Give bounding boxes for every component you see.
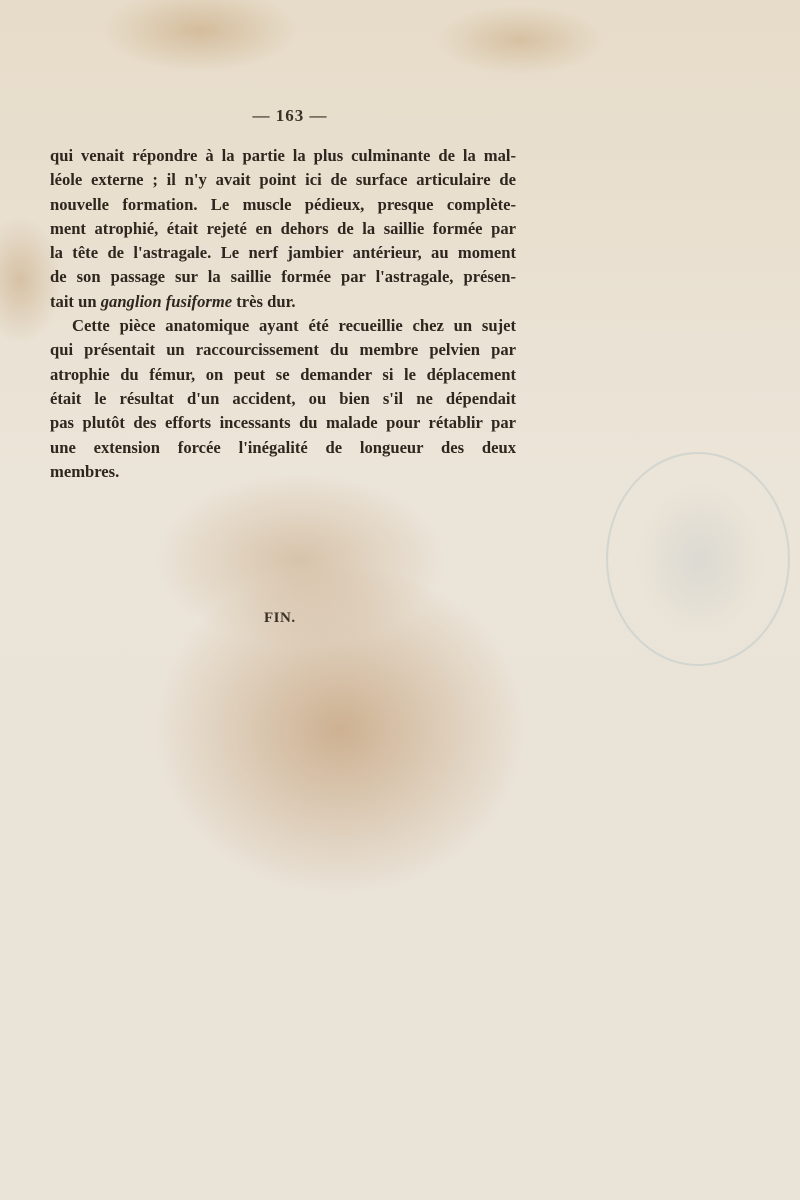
text-line: [50, 290, 516, 314]
text-line: Cette pièce anatomique ayant été recueillie chez un sujet: [72, 316, 516, 336]
text-line: ment atrophié, était rejeté en dehors de la saillie formée par: [50, 218, 516, 238]
end-mark: FIN.: [264, 610, 296, 626]
body-text: [50, 144, 516, 484]
paragraph-1: [50, 144, 516, 314]
text-segment: très dur.: [232, 291, 296, 311]
text-line: léole externe ; il n'y avait point ici de surface articulaire de: [50, 170, 516, 190]
text-line: qui présentait un raccourcissement du membre pelvien par: [50, 340, 516, 360]
text-segment: tait un: [50, 291, 101, 311]
text-line: la tête de l'astragale. Le nerf jambier antérieur, au moment: [50, 243, 516, 263]
text-line: qui venait répondre à la partie la plus culminante de la mal-: [50, 146, 516, 165]
paragraph-2: [50, 314, 516, 484]
text-line: une extension forcée l'inégalité de longueur des deux: [50, 437, 516, 457]
text-line: nouvelle formation. Le muscle pédieux, presque complète-: [50, 194, 516, 214]
library-stamp: [606, 452, 790, 666]
text-line: atrophie du fémur, on peut se demander si le déplacement: [50, 364, 516, 384]
text-line: était le résultat d'un accident, ou bien s'il ne dépendait: [50, 388, 516, 408]
text-line: de son passage sur la saillie formée par l'astragale, présen-: [50, 267, 516, 287]
italic-term: ganglion fusiforme: [100, 291, 233, 311]
text-line: membres.: [50, 461, 120, 481]
text-line: pas plutôt des efforts incessants du malade pour rétablir par: [50, 413, 516, 433]
page-number: — 163 —: [252, 106, 328, 125]
